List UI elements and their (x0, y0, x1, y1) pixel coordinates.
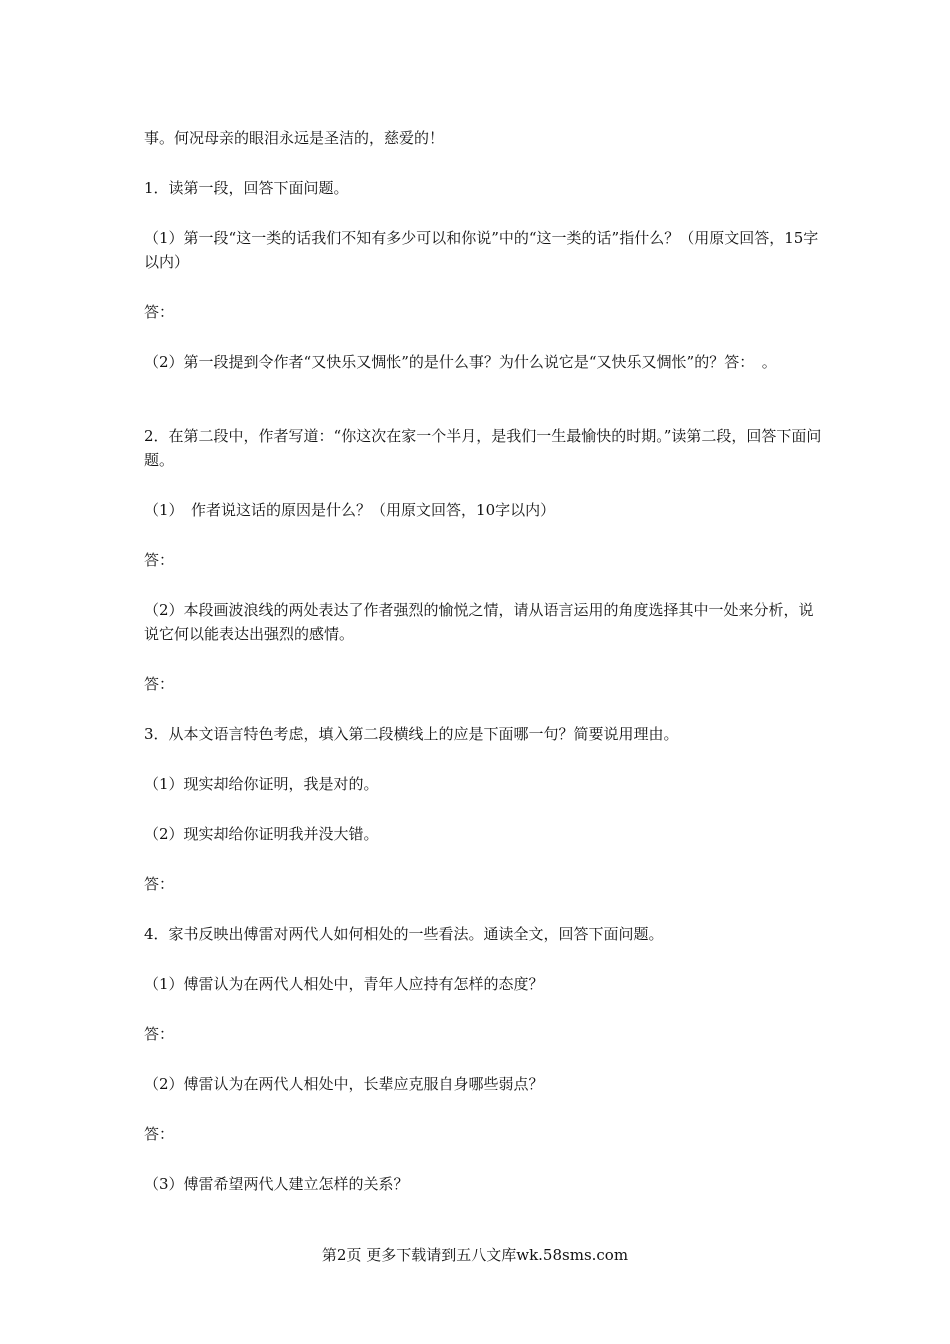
answer-2-2: 答： (144, 675, 175, 693)
option-3-2: （2）现实却给你证明我并没大错。 (144, 825, 379, 843)
question-1: 1．读第一段，回答下面问题。 (144, 179, 349, 197)
question-3: 3．从本文语言特色考虑，填入第二段横线上的应是下面哪一句？简要说用理由。 (144, 725, 679, 743)
page-footer: 第2页 更多下载请到五八文库wk.58sms.com (321, 1246, 629, 1264)
paragraph-continuation: 事。何况母亲的眼泪永远是圣洁的，慈爱的！ (144, 129, 445, 147)
question-2-1: （1） 作者说这话的原因是什么？（用原文回答，10字以内） (144, 501, 556, 519)
question-2: 2．在第二段中，作者写道：“你这次在家一个半月，是我们一生最愉快的时期。”读第二段，回答下面问题。 (144, 427, 822, 469)
answer-3: 答： (144, 875, 175, 893)
question-1-1: （1）第一段“这一类的话我们不知有多少可以和你说”中的“这一类的话”指什么？（用原文回答，15字以内） (144, 229, 819, 271)
answer-2-1: 答： (144, 551, 175, 569)
question-4-3: （3）傅雷希望两代人建立怎样的关系？ (144, 1175, 409, 1193)
answer-1-1: 答： (144, 303, 175, 321)
answer-4-2: 答： (144, 1125, 175, 1143)
question-4-1: （1）傅雷认为在两代人相处中，青年人应持有怎样的态度？ (144, 975, 544, 993)
question-4-2: （2）傅雷认为在两代人相处中，长辈应克服自身哪些弱点？ (144, 1075, 544, 1093)
answer-4-1: 答： (144, 1025, 175, 1043)
question-1-2: （2）第一段提到令作者“又快乐又惆怅”的是什么事？为什么说它是“又快乐又惆怅”的？答： 。 (144, 353, 777, 371)
option-3-1: （1）现实却给你证明，我是对的。 (144, 775, 379, 793)
question-4: 4．家书反映出傅雷对两代人如何相处的一些看法。通读全文，回答下面问题。 (144, 925, 664, 943)
question-2-2: （2）本段画波浪线的两处表达了作者强烈的愉悦之情，请从语言运用的角度选择其中一处来分析，说说它何以能表达出强烈的感情。 (144, 601, 814, 643)
